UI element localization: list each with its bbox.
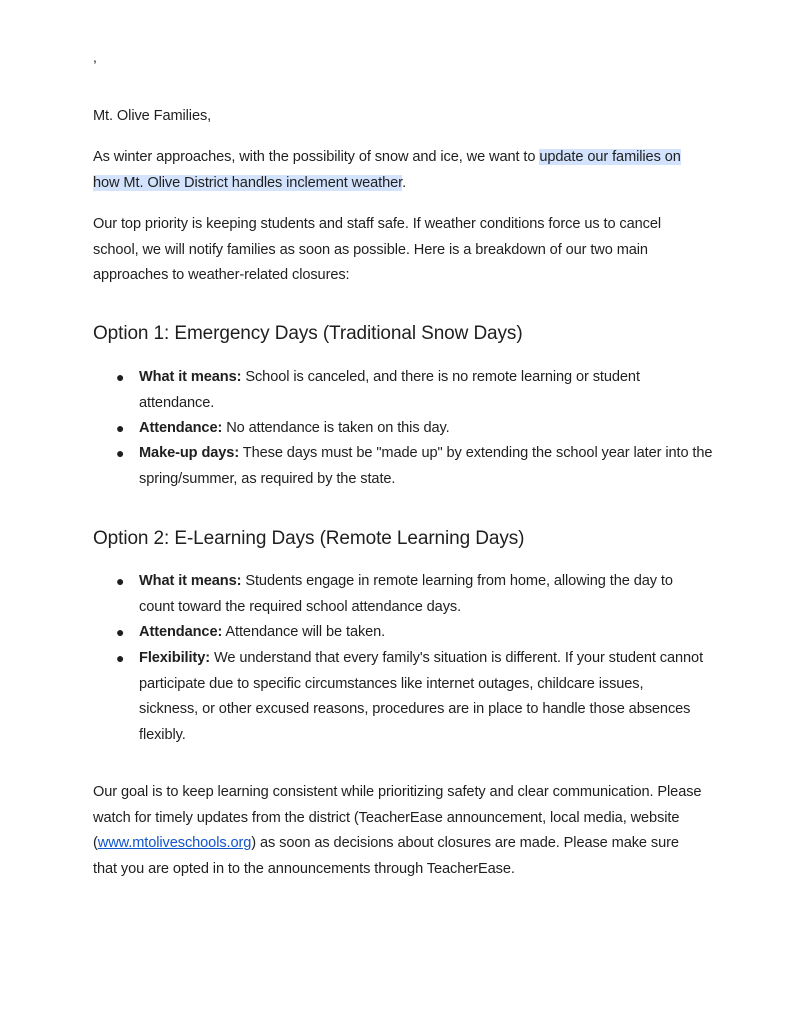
highlighted-text: update our families on	[539, 149, 681, 165]
highlighted-text: how Mt. Olive District handles inclement weather	[93, 174, 403, 191]
item-text: We understand that every family's situation is different. If your student cannot	[209, 650, 704, 666]
list-item-text	[139, 646, 703, 748]
list-item-text	[139, 620, 385, 646]
item-label: Flexibility:	[139, 650, 210, 666]
item-label: Make-up days:	[139, 445, 240, 461]
bullet-icon: ●	[116, 369, 125, 385]
item-text: participate due to specific circumstances like internet outages, childcare issues,	[139, 675, 644, 692]
item-text: count toward the required school attendance days.	[139, 598, 462, 615]
bullet-icon: ●	[116, 573, 125, 589]
item-text: Students engage in remote learning from home, allowing the day to	[241, 573, 673, 589]
list-item-text	[139, 416, 450, 442]
paren-open: (	[93, 835, 98, 851]
bullet-icon: ●	[116, 420, 125, 436]
option2-heading: Option 2: E-Learning Days (Remote Learning Days)	[93, 528, 525, 549]
list-item-text	[139, 569, 673, 620]
paragraph-line: Our top priority is keeping students and staff safe. If weather conditions force us to cancel	[93, 216, 662, 232]
paragraph-text: ) as soon as decisions about closures are made. Please make sure	[251, 835, 679, 851]
priority-paragraph	[93, 212, 661, 289]
bullet-icon: ●	[116, 650, 125, 666]
paragraph-line: school, we will notify families as soon as possible. Here is a breakdown of our two main	[93, 241, 648, 258]
list-item-text	[139, 365, 640, 416]
bullet-icon: ●	[116, 445, 125, 461]
item-text: flexibly.	[139, 726, 186, 743]
option1-heading: Option 1: Emergency Days (Traditional Snow Days)	[93, 323, 523, 344]
intro-line-1	[93, 145, 681, 171]
paragraph-line: Our goal is to keep learning consistent while prioritizing safety and clear communication. Please	[93, 784, 702, 800]
paragraph-line: that you are opted in to the announcements through TeacherEase.	[93, 860, 515, 877]
paragraph-line	[93, 831, 701, 857]
intro-paragraph	[93, 145, 681, 196]
item-label: Attendance:	[139, 624, 223, 640]
item-text: These days must be "made up" by extending the school year later into the	[239, 445, 713, 461]
bullet-icon: ●	[116, 624, 125, 640]
item-label: What it means:	[139, 573, 242, 589]
paragraph-line: watch for timely updates from the district (TeacherEase announcement, local media, website	[93, 809, 680, 826]
item-text: attendance.	[139, 394, 215, 411]
item-text: sickness, or other excused reasons, procedures are in place to handle those absences	[139, 701, 691, 717]
item-label: What it means:	[139, 369, 242, 385]
item-text: Attendance will be taken.	[222, 624, 386, 640]
paragraph-line: approaches to weather-related closures:	[93, 267, 350, 283]
website-link[interactable]: www.mtoliveschools.org	[97, 835, 252, 851]
salutation: Mt. Olive Families,	[93, 108, 212, 124]
item-label: Attendance:	[139, 420, 223, 436]
intro-text-end: .	[402, 174, 407, 191]
item-text: spring/summer, as required by the state.	[139, 470, 396, 487]
closing-paragraph	[93, 780, 701, 882]
stray-comma: ,	[93, 49, 97, 65]
item-text: No attendance is taken on this day.	[222, 420, 450, 436]
list-item-text	[139, 441, 712, 492]
intro-line-2	[93, 171, 681, 197]
item-text: School is canceled, and there is no remote learning or student	[241, 369, 640, 385]
intro-text: As winter approaches, with the possibility of snow and ice, we want to	[93, 149, 540, 165]
